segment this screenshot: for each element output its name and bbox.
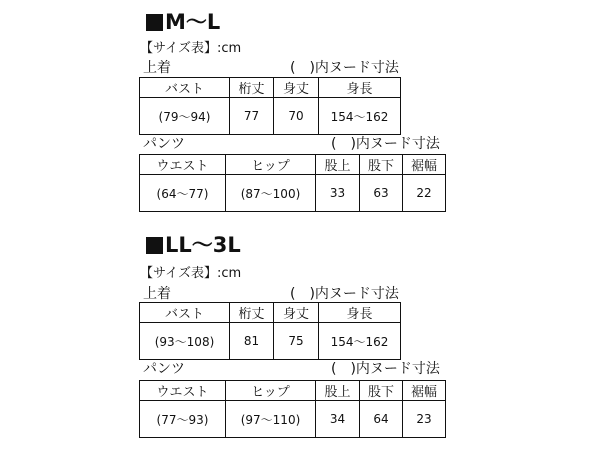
- value-cell: 22: [403, 175, 446, 212]
- value-cell: 64: [360, 401, 403, 438]
- table-header-row: [140, 303, 401, 323]
- unit-label: :cm: [216, 41, 242, 56]
- header-cell: ウエスト: [140, 155, 226, 175]
- top-title: 上着: [143, 286, 171, 302]
- top-title: 上着: [143, 60, 171, 76]
- section-heading: [146, 233, 241, 257]
- table-row: [140, 175, 446, 212]
- size-chart-title: 【サイズ表】: [140, 41, 217, 56]
- table-row: [140, 98, 401, 135]
- size-chart-label: [140, 266, 241, 281]
- value-cell: 81: [230, 323, 274, 360]
- size-chart-title: 【サイズ表】: [140, 266, 217, 281]
- header-cell: ウエスト: [140, 381, 226, 401]
- pants-size-table: [139, 380, 446, 438]
- black-square-icon: [146, 14, 163, 31]
- value-cell: 70: [274, 98, 319, 135]
- unit-label: :cm: [216, 266, 242, 281]
- nude-measure-note: ( )内ヌード寸法: [331, 136, 440, 152]
- header-cell: バスト: [140, 303, 230, 323]
- top-size-table: [139, 77, 401, 135]
- value-cell: 154〜162: [319, 98, 401, 135]
- value-cell: 75: [274, 323, 319, 360]
- black-square-icon: [146, 237, 163, 254]
- pants-title: パンツ: [143, 361, 185, 377]
- nude-measure-note: ( )内ヌード寸法: [290, 60, 399, 76]
- table-row: [140, 401, 446, 438]
- header-cell: ヒップ: [226, 155, 316, 175]
- value-cell: 23: [403, 401, 446, 438]
- value-cell: (97〜110): [226, 401, 316, 438]
- pants-size-table: [139, 154, 446, 212]
- header-cell: 裾幅: [403, 155, 446, 175]
- nude-measure-note: ( )内ヌード寸法: [331, 361, 440, 377]
- value-cell: 77: [230, 98, 274, 135]
- header-cell: 桁丈: [230, 78, 274, 98]
- header-cell: バスト: [140, 78, 230, 98]
- header-cell: 身丈: [274, 78, 319, 98]
- value-cell: (64〜77): [140, 175, 226, 212]
- section-heading-text: M〜L: [165, 10, 221, 34]
- section-heading: [146, 10, 220, 34]
- table-header-row: [140, 155, 446, 175]
- value-cell: 33: [316, 175, 360, 212]
- header-cell: 股上: [316, 381, 360, 401]
- header-cell: 桁丈: [230, 303, 274, 323]
- table-header-row: [140, 78, 401, 98]
- value-cell: (79〜94): [140, 98, 230, 135]
- header-cell: 身長: [319, 303, 401, 323]
- value-cell: (87〜100): [226, 175, 316, 212]
- header-cell: 身長: [319, 78, 401, 98]
- table-header-row: [140, 381, 446, 401]
- header-cell: 裾幅: [403, 381, 446, 401]
- pants-title: パンツ: [143, 136, 185, 152]
- header-cell: ヒップ: [226, 381, 316, 401]
- value-cell: 154〜162: [319, 323, 401, 360]
- header-cell: 股下: [360, 381, 403, 401]
- section-heading-text: LL〜3L: [165, 233, 241, 257]
- header-cell: 身丈: [274, 303, 319, 323]
- value-cell: (77〜93): [140, 401, 226, 438]
- table-row: [140, 323, 401, 360]
- header-cell: 股上: [316, 155, 360, 175]
- value-cell: 34: [316, 401, 360, 438]
- value-cell: (93〜108): [140, 323, 230, 360]
- value-cell: 63: [360, 175, 403, 212]
- nude-measure-note: ( )内ヌード寸法: [290, 286, 399, 302]
- top-size-table: [139, 302, 401, 360]
- header-cell: 股下: [360, 155, 403, 175]
- size-chart-label: [140, 41, 241, 56]
